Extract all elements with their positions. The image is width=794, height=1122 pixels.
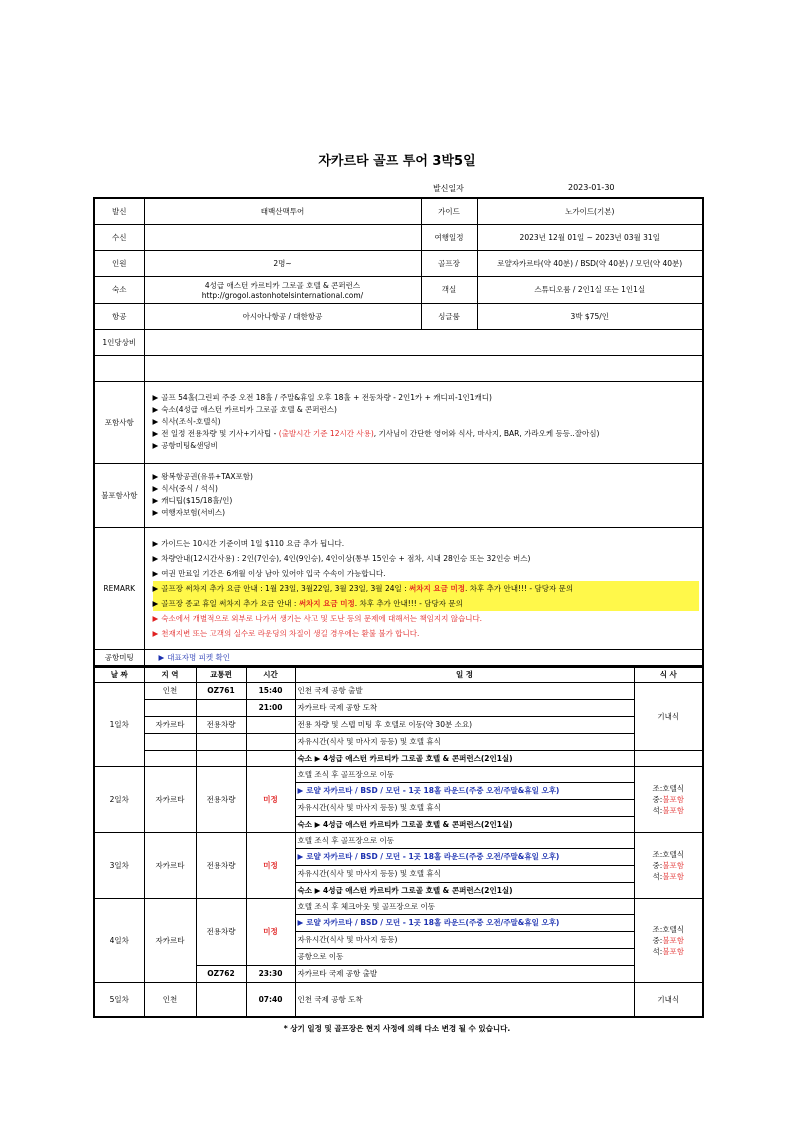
header-date: 날 짜	[94, 667, 144, 682]
golf-plan: ▶ 로얄 자카르타 / BSD / 모던 - 1곳 18홀 라운드(주중 오전/주말&휴일 오후)	[295, 782, 634, 799]
period-value: 2023년 12월 01일 ~ 2023년 03월 31일	[477, 224, 703, 250]
region	[144, 750, 196, 766]
remark-item-highlight: ▶ 골프장 종교 휴일 써차지 추가 요금 안내 : 써차지 요금 미정. 차후 추가 안내!!! - 담당자 문의	[153, 596, 700, 611]
header-transport: 교통편	[196, 667, 246, 682]
meal: 조:호텔식 중:불포함 석:불포함	[634, 898, 703, 982]
header-meal: 식 사	[634, 667, 703, 682]
golf-plan: ▶ 로얄 자카르타 / BSD / 모던 - 1곳 18홀 라운드(주중 오전/주말&휴일 오후)	[295, 848, 634, 865]
day-label: 1일차	[94, 682, 144, 766]
single-value: 3박 $75/인	[477, 303, 703, 329]
excluded-item: ▶ 식사(중식 / 석식)	[152, 484, 218, 493]
transport: 전용차량	[196, 898, 246, 965]
course-value: 로얄자카르타(약 40분) / BSD(약 40분) / 모던(약 40분)	[477, 250, 703, 276]
transport: 전용차량	[196, 766, 246, 832]
day-label: 2일차	[94, 766, 144, 832]
time	[246, 716, 295, 733]
hotel-plan: 숙소 ▶ 4성급 애스턴 카르티카 그로골 호텔 & 콘퍼런스(2인1실)	[295, 882, 634, 898]
day-label: 5일차	[94, 982, 144, 1017]
plan-item: 호텔 조식 후 골프장으로 이동	[295, 766, 634, 782]
room-label: 객실	[421, 276, 477, 303]
meeting-value: ▶ 대표자명 피켓 확인	[144, 649, 703, 666]
arrow-right-icon: ▶	[152, 484, 159, 493]
remark-item: ▶ 여권 만료일 기간은 6개월 이상 남아 있어야 입국 수속이 가능합니다.	[153, 566, 700, 581]
remark-item: ▶ 차량안내(12시간사용) : 2인(7인승), 4인(9인승), 4인이상(통부 15인승 + 점차, 시내 28인승 또는 32인승 버스)	[153, 551, 700, 566]
region: 인천	[144, 982, 196, 1017]
issue-date: 2023-01-30	[568, 183, 615, 192]
excluded-label: 불포함사항	[94, 463, 144, 527]
arrow-right-icon: ▶	[152, 393, 159, 402]
region: 자카르타	[144, 766, 196, 832]
info-table	[93, 197, 704, 667]
arrow-right-icon: ▶	[152, 429, 159, 438]
arrow-right-icon: ▶	[152, 405, 159, 414]
plan-item: 호텔 조식 후 골프장으로 이동	[295, 832, 634, 848]
plan-item: 자유시간(식사 및 마사지 등등) 및 호텔 휴식	[295, 799, 634, 816]
meal: 조:호텔식 중:불포함 석:불포함	[634, 832, 703, 898]
excluded-list	[144, 463, 703, 527]
page-title: 자카르타 골프 투어 3박5일	[318, 154, 476, 169]
hotel-plan: 숙소 ▶ 4성급 애스턴 카르티카 그로골 호텔 & 콘퍼런스(2인1실)	[295, 816, 634, 832]
meal: 조:호텔식 중:불포함 석:불포함	[634, 766, 703, 832]
price-extra-label	[94, 355, 144, 381]
plan-item: 자유시간(식사 및 마사지 등등) 및 호텔 휴식	[295, 865, 634, 882]
remark-item: ▶ 가이드는 10시간 기준이며 1일 $110 요금 추가 됩니다.	[153, 536, 700, 551]
single-label: 싱글룸	[421, 303, 477, 329]
time	[246, 733, 295, 750]
hotel-plan: 숙소 ▶ 4성급 애스턴 카르티카 그로골 호텔 & 콘퍼런스(2인1실)	[295, 750, 634, 766]
issue-date-label: 발신일자	[433, 184, 464, 193]
time: 미정	[246, 898, 295, 965]
transport	[196, 750, 246, 766]
course-label: 골프장	[421, 250, 477, 276]
transport	[196, 699, 246, 716]
remark-label: REMARK	[94, 527, 144, 649]
transport	[196, 733, 246, 750]
period-label: 여행일정	[421, 224, 477, 250]
time: 07:40	[246, 982, 295, 1017]
arrow-right-icon: ▶	[297, 918, 304, 927]
plan-item: 자유시간(식사 및 마사지 등등)	[295, 931, 634, 948]
plan-item: 자카르타 국제 공항 출발	[295, 965, 634, 982]
transport: OZ761	[196, 682, 246, 699]
plan-item: 자카르타 국제 공항 도착	[295, 699, 634, 716]
people-value: 2명~	[144, 250, 421, 276]
included-item: ▶ 숙소(4성급 애스턴 카르티카 그로골 호텔 & 콘퍼런스)	[152, 405, 337, 414]
guide-value: 노가이드(기본)	[477, 198, 703, 224]
hotel-name: 4성급 애스턴 카르티카 그로골 호텔 & 콘퍼런스	[204, 280, 361, 290]
hotel-url[interactable]: http://grogol.astonhotelsinternational.com/	[201, 290, 364, 300]
plan-item: 인천 국제 공항 도착	[295, 982, 634, 1017]
arrow-right-icon: ▶	[152, 598, 159, 608]
arrow-right-icon: ▶	[152, 496, 159, 505]
meal: 기내식	[634, 682, 703, 750]
arrow-right-icon: ▶	[152, 583, 159, 593]
meal	[634, 750, 703, 766]
transport: 전용차량	[196, 832, 246, 898]
plan-item: 공항으로 이동	[295, 948, 634, 965]
hotel-label: 숙소	[94, 276, 144, 303]
price-label: 1인당상비	[94, 329, 144, 355]
plan-item: 인천 국제 공항 출발	[295, 682, 634, 699]
sender-value: 태백산맥투어	[144, 198, 421, 224]
day-label: 4일차	[94, 898, 144, 982]
transport	[196, 982, 246, 1017]
time: 23:30	[246, 965, 295, 982]
time: 미정	[246, 766, 295, 832]
excluded-item: ▶ 여행자보험(서비스)	[152, 508, 226, 517]
sender-label: 발신	[94, 198, 144, 224]
header-plan: 일 정	[295, 667, 634, 682]
arrow-right-icon: ▶	[152, 441, 159, 450]
arrow-right-icon: ▶	[152, 568, 159, 578]
arrow-right-icon: ▶	[158, 652, 165, 662]
arrow-right-icon: ▶	[152, 417, 159, 426]
plan-item: 자유시간(식사 및 마사지 등등) 및 호텔 휴식	[295, 733, 634, 750]
arrow-right-icon: ▶	[152, 538, 159, 548]
arrow-right-icon: ▶	[152, 628, 159, 638]
region: 인천	[144, 682, 196, 699]
price-value	[144, 329, 703, 355]
included-item: ▶ 식사(조식-호텔식)	[152, 417, 221, 426]
region	[144, 699, 196, 716]
arrow-right-icon: ▶	[152, 553, 159, 563]
included-item: ▶ 골프 54홀(그린피 주중 오전 18홀 / 주말&휴일 오후 18홀 + 전동차량 - 2인1카 + 캐디피-1인1캐디)	[152, 393, 492, 402]
hotel-value	[144, 276, 421, 303]
transport: 전용차량	[196, 716, 246, 733]
time: 15:40	[246, 682, 295, 699]
air-label: 항공	[94, 303, 144, 329]
region: 자카르타	[144, 898, 196, 982]
included-label: 포함사항	[94, 381, 144, 463]
transport: OZ762	[196, 965, 246, 982]
included-item: ▶ 전 일정 전용차량 및 기사+기사팁 - (출발시간 기준 12시간 사용), 기사님이 간단한 영어와 식사, 마사지, BAR, 가라오케 등등..잘아심)	[152, 429, 600, 438]
meeting-label: 공항미팅	[94, 649, 144, 666]
people-label: 인원	[94, 250, 144, 276]
arrow-right-icon: ▶	[152, 613, 159, 623]
region	[144, 733, 196, 750]
arrow-right-icon: ▶	[152, 508, 159, 517]
plan-item: 호텔 조식 후 체크아웃 및 골프장으로 이동	[295, 898, 634, 914]
time: 21:00	[246, 699, 295, 716]
meal: 기내식	[634, 982, 703, 1017]
included-list	[144, 381, 703, 463]
time: 미정	[246, 832, 295, 898]
arrow-right-icon: ▶	[297, 786, 304, 795]
header-time: 시간	[246, 667, 295, 682]
receiver-label: 수신	[94, 224, 144, 250]
excluded-item: ▶ 왕복항공권(유류+TAX포함)	[152, 472, 253, 481]
remark-item-highlight: ▶ 골프장 써차지 추가 요금 안내 : 1월 23일, 3월22일, 3월 23일, 3월 24일 : 써차지 요금 미정. 차후 추가 안내!!! - 담당자 문의	[153, 581, 700, 596]
arrow-right-icon: ▶	[297, 852, 304, 861]
arrow-right-icon: ▶	[152, 472, 159, 481]
time	[246, 750, 295, 766]
excluded-item: ▶ 캐디팁($15/18홀/인)	[152, 496, 233, 505]
guide-label: 가이드	[421, 198, 477, 224]
remark-list	[144, 527, 703, 649]
included-item: ▶ 공항미팅&샌딩비	[152, 441, 218, 450]
day-label: 3일차	[94, 832, 144, 898]
footer-note: * 상기 일정 및 골프장은 현지 사정에 의해 다소 변경 될 수 있습니다.	[283, 1024, 511, 1033]
schedule-table	[93, 666, 704, 1018]
air-value: 아시아나항공 / 대한항공	[144, 303, 421, 329]
golf-plan: ▶ 로얄 자카르타 / BSD / 모던 - 1곳 18홀 라운드(주중 오전/주말&휴일 오후)	[295, 914, 634, 931]
region: 자카르타	[144, 832, 196, 898]
remark-item-warning: ▶ 숙소에서 개별적으로 외부로 나가서 생기는 사고 및 도난 등의 문제에 대해서는 책임지지 않습니다.	[153, 611, 700, 626]
plan-item: 전용 차량 및 스텝 미팅 후 호텔로 이동(약 30분 소요)	[295, 716, 634, 733]
receiver-value	[144, 224, 421, 250]
header-region: 지 역	[144, 667, 196, 682]
remark-item-warning: ▶ 천재지변 또는 고객의 실수로 라운딩의 차질이 생길 경우에는 환불 불가 합니다.	[153, 626, 700, 641]
room-value: 스튜디오룸 / 2인1실 또는 1인1실	[477, 276, 703, 303]
price-extra-value	[144, 355, 703, 381]
region: 자카르타	[144, 716, 196, 733]
